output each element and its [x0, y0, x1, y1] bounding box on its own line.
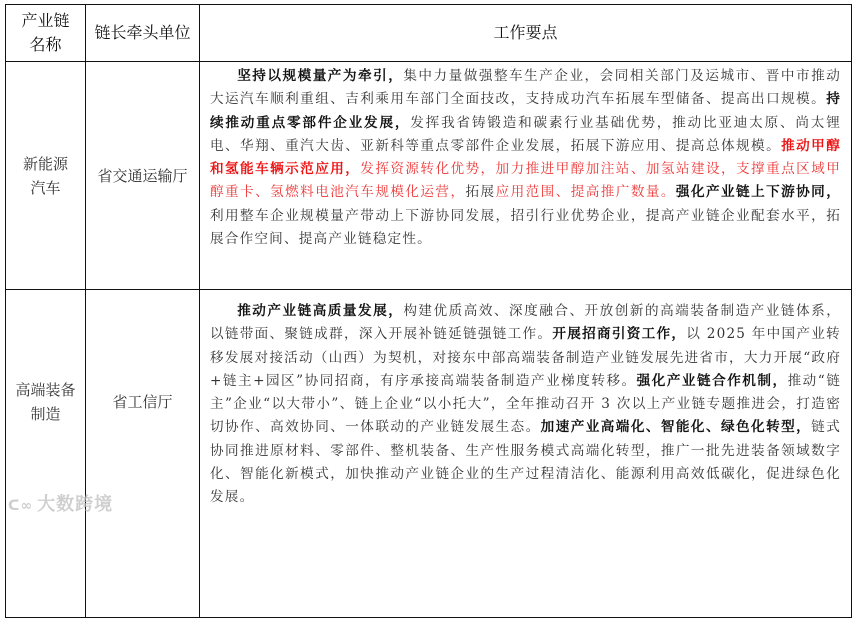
text-segment: 强化产业链上下游协同，	[675, 184, 842, 201]
chain-name-cell	[6, 290, 86, 618]
chain-name-line2: 制造	[30, 405, 61, 423]
text-segment: 链式协同推进原材料、零部件、整机装备、生产性服务模式高端化转型，推广一批先进装备领域数字化、智能化新模式，加快推动产业链企业的生产过程清洁化、能源利用高效低碳化，促进绿色化发展。	[210, 419, 841, 506]
chain-name-cell	[6, 62, 86, 290]
bigdata-logo-icon: ᑕ∞	[8, 498, 34, 514]
table-row	[6, 290, 852, 618]
text-segment: 推动产业链高质量发展，	[237, 303, 404, 319]
watermark-text: 大数跨境	[37, 494, 114, 515]
text-segment: 坚持以规模量产为牵引，	[237, 68, 404, 84]
lead-unit-cell: 省交通运输厅	[86, 62, 200, 290]
text-segment: 推动甲醇和氢能车辆示范应用，	[210, 137, 841, 178]
text-segment: 加速产业高端化、智能化、绿色化转型，	[540, 419, 812, 436]
table-header-row	[6, 5, 852, 62]
text-segment: 推动“链主”企业“以大带小”、链上企业“以小托大”，全年推动召开 3 次以上产业链专题推进会，打造密切协作、高效协同、一体联动的产业链发展生态。	[210, 372, 842, 436]
text-segment: 发挥我省铸锻造和碳素行业基础优势，推动比亚迪太原、尚太锂电、华翔、重汽大齿、亚新科等重点零部件企业发展，拓展下游应用、提高总体规模。	[210, 114, 841, 154]
work-points-text	[210, 300, 841, 510]
text-segment: 应用范围、提高推广数量。	[495, 184, 676, 201]
text-segment: 构建优质高效、深度融合、开放创新的高端装备制造产业链体系，以链带面、聚链成群，深入开展补链延链强链工作。	[210, 303, 841, 343]
work-points-cell	[200, 290, 852, 618]
text-segment: 集中力量做强整车生产企业，会同相关部门及运城市、晋中市推动大运汽车顺利重组、吉利乘用车部门全面技改，支持成功汽车拓展车型储备、提高出口规模。	[210, 68, 841, 108]
header-work-points: 工作要点	[200, 5, 852, 62]
text-segment: 利用整车企业规模量产带动上下游协同发展，招引行业优势企业，提高产业链企业配套水平，拓展合作空间、提高产业链稳定性。	[210, 207, 841, 248]
header-lead-unit: 链长牵头单位	[86, 5, 200, 62]
table-row	[6, 62, 852, 290]
header-chain-name	[6, 5, 86, 62]
work-points-table	[5, 4, 852, 618]
header-chain-name-line2: 名称	[29, 35, 62, 54]
text-segment: 发挥资源转化优势，加力推进甲醇加注站、加氢站建设，支撑重点区域甲醇重卡、氢燃料电池汽车规模化运营，	[210, 161, 841, 201]
text-segment: 开展招商引资工作，	[552, 326, 687, 343]
chain-name-line2: 汽车	[30, 178, 61, 197]
text-segment: 以 2025 年中国产业转移发展对接活动（山西）为契机，对接东中部高端装备制造产业链发展先进省市，大力开展“政府+链主+园区”协同招商，有序承接高端装备制造产业梯度转移。	[210, 326, 841, 389]
work-points-cell	[200, 62, 852, 290]
text-segment: 强化产业链合作机制，	[636, 372, 788, 389]
work-points-text	[210, 65, 841, 251]
lead-unit-cell: 省工信厅	[86, 290, 200, 618]
chain-name-line1: 高端装备	[15, 381, 76, 399]
chain-name-line1: 新能源	[22, 154, 68, 173]
watermark	[8, 490, 113, 516]
header-chain-name-line1: 产业链	[21, 11, 70, 30]
text-segment: 拓展	[465, 184, 496, 201]
text-segment: 持续推动重点零部件企业发展，	[210, 91, 841, 131]
